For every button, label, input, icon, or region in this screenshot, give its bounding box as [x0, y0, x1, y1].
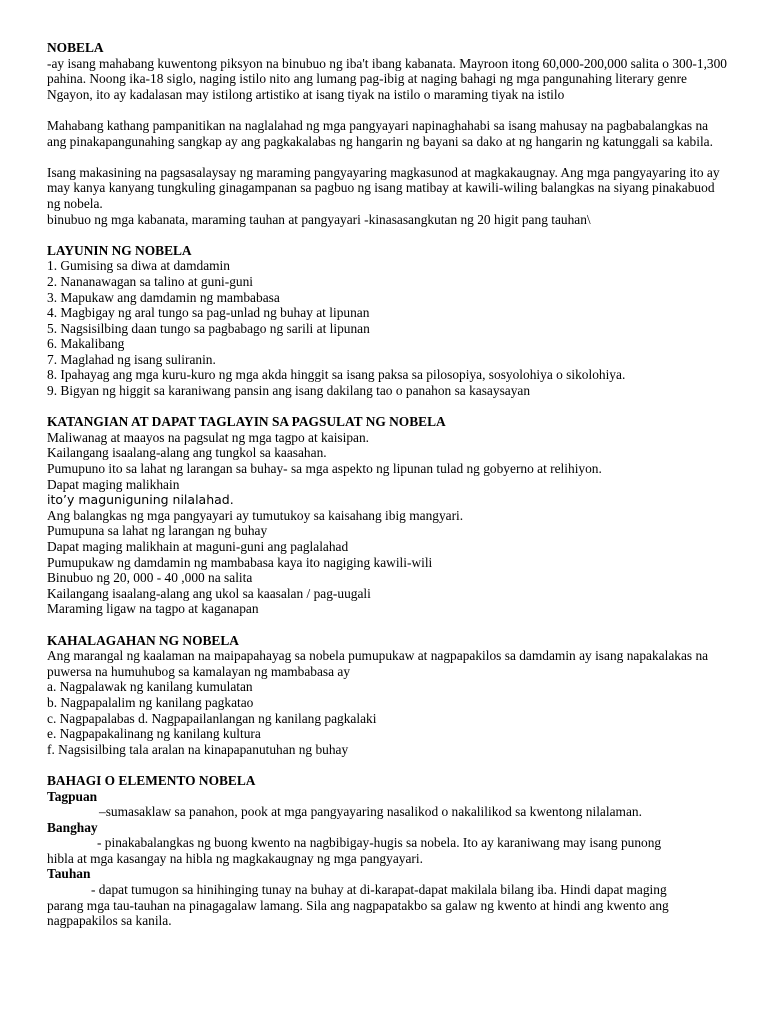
kahalagahan-intro: Ang marangal ng kaalaman na maipapahayag sa nobela pumupukaw at nagpapakilos sa damdamin ay isang napakalakas na puwersa na humuhubog sa kamalayan ng mambabasa ay: [47, 648, 709, 679]
list-item: Kailangang isaalang-alang ang tungkol sa kaasahan.: [47, 445, 327, 461]
list-item: 5. Nagsisilbing daan tungo sa pagbabago ng sarili at lipunan: [47, 320, 370, 336]
handwritten-line: ito’y maguniguning nilalahad.: [47, 492, 234, 508]
list-item: e. Nagpapakalinang ng kanilang kultura: [47, 726, 261, 742]
list-item: f. Nagsisilbing tala aralan na kinapapanutuhan ng buhay: [47, 741, 349, 757]
spacer: [47, 757, 727, 773]
tauhan-definition: - dapat tumugon sa hinihinging tunay na buhay at di-karapat-dapat makilala bilang iba. Hindi dapat maging: [91, 882, 667, 898]
list-item: Binubuo ng 20, 000 - 40 ,000 na salita: [47, 570, 253, 586]
list-item: 9. Bigyan ng higgit sa karaniwang pansin ang isang dakilang tao o panahon sa kasaysayan: [47, 383, 531, 399]
tagpuan-definition: –sumasaklaw sa panahon, pook at mga pangyayaring nasalikod o nakalilikod sa kwentong nilalaman.: [99, 804, 642, 820]
tagpuan-term: Tagpuan: [47, 788, 98, 804]
spacer: [47, 617, 727, 633]
list-item: Pumupuna sa lahat ng larangan ng buhay: [47, 523, 268, 539]
list-item: a. Nagpalawak ng kanilang kumulatan: [47, 679, 253, 695]
nobela-paragraph-3: Isang makasining na pagsasalaysay ng maraming pangyayaring magkasunod at magkakaugnay. Ang mga pangyayaring ito ay may kanya kanyang tungkuling ginagampanan sa pagbuo ng isang matibay at kawili-wiling balangkas na siyang pinakabuod ng nobela.: [47, 164, 720, 211]
list-item: 1. Gumising sa diwa at damdamin: [47, 258, 230, 274]
spacer: [47, 227, 727, 243]
nobela-paragraph-2: Mahabang kathang pampanitikan na naglalahad ng mga pangyayari napinaghahabi sa isang mahusay na pagbabalangkas na ang pinakapangunahing sangkap ay ang pagkakalabas ng hangarin ng bayani sa dako at ng hangarin ng katunggali sa kabila.: [47, 117, 713, 149]
nobela-definition: -ay isang mahabang kuwentong piksyon na binubuo ng iba't ibang kabanata. Mayroon itong 60,000-200,000 salita o 300-1,300 pahina. Noong ika-18 siglo, naging istilo nito ang lumang pag-ibig at naging bahagi ng mga pangunahing literary genre: [47, 55, 728, 87]
list-item: b. Nagpapalalim ng kanilang pagkatao: [47, 694, 254, 710]
list-item: Pumupukaw ng damdamin ng mambabasa kaya ito nagiging kawili-wili: [47, 554, 433, 570]
banghay-term: Banghay: [47, 819, 98, 835]
list-item: 6. Makalibang: [47, 336, 125, 352]
layunin-heading: LAYUNIN NG NOBELA: [47, 242, 192, 258]
kahalagahan-list: [47, 679, 727, 757]
banghay-definition: - pinakabalangkas ng buong kwento na nagbibigay-hugis sa nobela. Ito ay karaniwang may isang punong: [97, 835, 662, 851]
layunin-list: [47, 258, 727, 398]
katangian-heading: KATANGIAN AT DAPAT TAGLAYIN SA PAGSULAT NG NOBELA: [47, 414, 446, 430]
tauhan-term: Tauhan: [47, 866, 91, 882]
list-item: 3. Mapukaw ang damdamin ng mambabasa: [47, 289, 280, 305]
list-item: Ang balangkas ng mga pangyayari ay tumutukoy sa kaisahang ibig mangyari.: [47, 507, 464, 523]
list-item: 4. Magbigay ng aral tungo sa pag-unlad ng buhay at lipunan: [47, 305, 370, 321]
list-item: 8. Ipahayag ang mga kuru-kuro ng mga akda hinggit sa isang paksa sa pilosopiya, sosyolohiya o sikolohiya.: [47, 367, 626, 383]
spacer: [47, 149, 727, 165]
document-page: [47, 40, 727, 929]
nobela-style-line: Ngayon, ito ay kadalasan may istilong artistiko at isang tiyak na istilo o maraming tiyak na istilo: [47, 86, 565, 102]
banghay-continuation: hibla at mga kasangay na hibla ng magkakaugnay ng mga pangyayari.: [47, 850, 423, 866]
tauhan-continuation: parang mga tau-tauhan na pinagagalaw lamang. Sila ang nagpapatakbo sa galaw ng kwento at hindi ang kwento ang nagpapakilos sa kanila.: [47, 897, 669, 929]
list-item: 7. Maglahad ng isang suliranin.: [47, 351, 216, 367]
spacer: [47, 102, 727, 118]
katangian-list: [47, 430, 727, 617]
list-item: Kailangang isaalang-alang ang ukol sa kaasalan / pag-uugali: [47, 585, 371, 601]
list-item: Dapat maging malikhain at maguni-guni ang paglalahad: [47, 539, 349, 554]
nobela-heading: NOBELA: [47, 40, 104, 55]
spacer: [47, 399, 727, 415]
bahagi-heading: BAHAGI O ELEMENTO NOBELA: [47, 772, 256, 788]
list-item: Maliwanag at maayos na pagsulat ng mga tagpo at kaisipan.: [47, 429, 370, 445]
list-item: Pumupuno ito sa lahat ng larangan sa buhay- sa mga aspekto ng lipunan tulad ng gobyerno at relihiyon.: [47, 461, 602, 477]
nobela-paragraph-4: binubuo ng mga kabanata, maraming tauhan at pangyayari -kinasasangkutan ng 20 higit pang tauhan\: [47, 211, 591, 227]
list-item: 2. Nananawagan sa talino at guni-guni: [47, 273, 254, 289]
kahalagahan-heading: KAHALAGAHAN NG NOBELA: [47, 632, 239, 648]
list-item: Dapat maging malikhain: [47, 476, 180, 492]
list-item: Maraming ligaw na tagpo at kaganapan: [47, 601, 259, 617]
list-item: c. Nagpapalabas d. Nagpapailanlangan ng kanilang pagkalaki: [47, 710, 377, 726]
